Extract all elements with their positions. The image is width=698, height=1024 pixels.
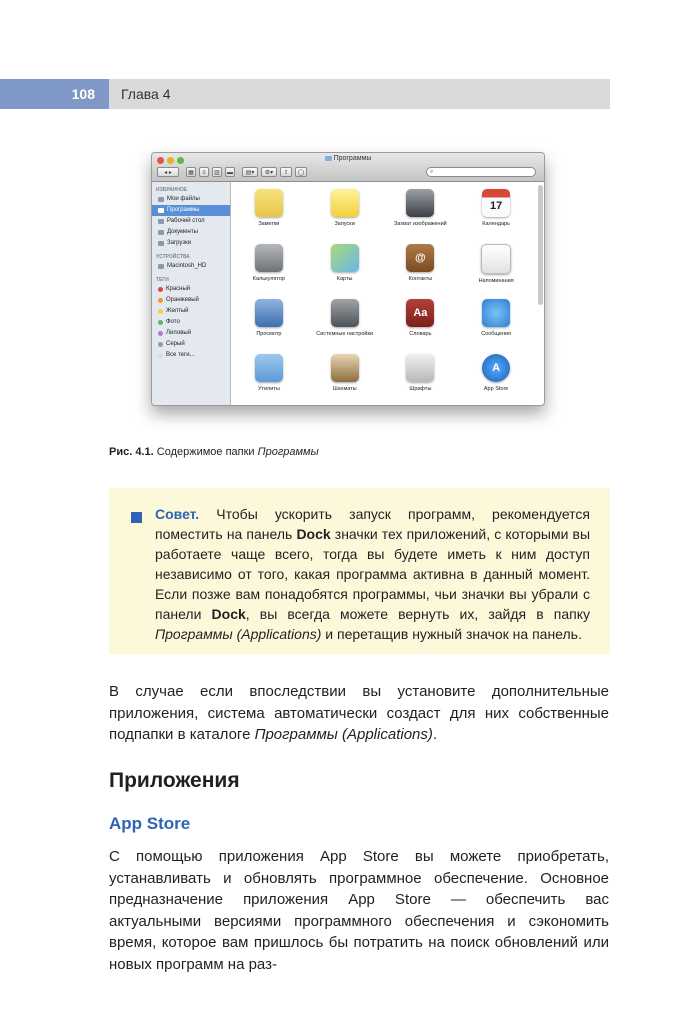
stickies-icon: [331, 189, 359, 217]
tag-label: Красный: [166, 286, 191, 292]
action-button[interactable]: ⚙▾: [261, 167, 277, 177]
app-label: Словарь: [409, 331, 432, 337]
app-item[interactable]: [458, 241, 534, 296]
search-input[interactable]: ⌕: [426, 167, 536, 177]
dictionary-icon: Aa: [406, 299, 434, 327]
preview-icon: [255, 299, 283, 327]
running-header: [0, 79, 610, 109]
utilities-folder-icon: [255, 354, 283, 382]
finder-sidebar: [152, 182, 231, 405]
tag-dot-icon: [158, 287, 163, 292]
contacts-icon: @: [406, 244, 434, 272]
tip-box: [109, 488, 610, 654]
tag-label: Лиловый: [166, 330, 192, 336]
sidebar-heading-favorites: ИЗБРАННОЕ: [156, 187, 188, 193]
coverflow-view-button[interactable]: ▬: [225, 167, 235, 177]
calendar-icon: 17: [482, 189, 510, 217]
calculator-icon: [255, 244, 283, 272]
disk-icon: [158, 264, 164, 269]
app-label: Запуски: [334, 221, 355, 227]
app-label: Шрифты: [409, 386, 432, 392]
app-label: Просмотр: [256, 331, 282, 337]
files-icon: [158, 197, 164, 202]
tag-list: [152, 284, 230, 361]
column-view-button[interactable]: ▥: [212, 167, 222, 177]
tag-dot-icon: [158, 331, 163, 336]
back-forward-button[interactable]: ◂ ▸: [157, 167, 179, 177]
app-label: Карты: [336, 276, 353, 282]
arrange-button[interactable]: ▤▾: [242, 167, 258, 177]
app-item[interactable]: [383, 241, 459, 296]
app-label: Сообщения: [481, 331, 512, 337]
app-item[interactable]: [307, 241, 383, 296]
messages-icon: [482, 299, 510, 327]
finder-window: [151, 152, 545, 406]
tag-label: Оранжевый: [166, 297, 199, 303]
finder-titlebar: [152, 153, 544, 182]
subsection-heading: App Store: [109, 814, 191, 833]
app-item[interactable]: [307, 296, 383, 351]
tip-marker-icon: [131, 512, 142, 523]
finder-toolbar: [157, 166, 536, 177]
app-item[interactable]: [231, 186, 307, 241]
share-button[interactable]: ⇪: [280, 167, 292, 177]
sidebar-tag-item[interactable]: [152, 284, 230, 295]
app-label: Захват изображений: [393, 221, 447, 227]
figure-caption: Рис. 4.1. Содержимое папки Программы: [109, 446, 319, 458]
chess-icon: [331, 354, 359, 382]
app-item[interactable]: [231, 296, 307, 351]
maps-icon: [331, 244, 359, 272]
app-item[interactable]: [458, 296, 534, 351]
notes-icon: [255, 189, 283, 217]
app-label: Шахматы: [332, 386, 357, 392]
image-capture-icon: [406, 189, 434, 217]
sidebar-tag-item[interactable]: [152, 306, 230, 317]
sidebar-item-documents[interactable]: Документы: [152, 227, 230, 238]
tag-dot-icon: [158, 320, 163, 325]
list-view-button[interactable]: ≡: [199, 167, 209, 177]
app-label: App Store: [483, 386, 509, 392]
sidebar-item-downloads[interactable]: Загрузки: [152, 238, 230, 249]
sidebar-item-desktop[interactable]: Рабочий стол: [152, 216, 230, 227]
app-label: Системные настройки: [316, 331, 373, 337]
documents-icon: [158, 230, 164, 235]
app-label: Контакты: [408, 276, 433, 282]
tag-dot-icon: [158, 309, 163, 314]
sidebar-tag-item[interactable]: [152, 328, 230, 339]
app-item[interactable]: [458, 351, 534, 406]
downloads-icon: [158, 241, 164, 246]
icon-view-button[interactable]: ▦: [186, 167, 196, 177]
applications-grid: [231, 182, 534, 405]
tag-label: Фото: [166, 319, 180, 325]
tag-label: Серый: [166, 341, 185, 347]
app-item[interactable]: [231, 241, 307, 296]
chapter-title: Глава 4: [109, 79, 610, 109]
app-item[interactable]: [383, 351, 459, 406]
tag-dot-icon: [158, 353, 163, 358]
app-label: Напоминания: [478, 278, 514, 284]
paragraph-app-store: С помощью приложения App Store вы можете приобретать, устанавливать и обновлять программное обеспечение. Основное предназначение приложения App Store — обеспечить вас актуальными версиями программного обеспечения и сэкономить время, которое вам пришлось бы потратить на поиск обновлений или новых программ на раз-: [109, 848, 609, 973]
sidebar-tag-item[interactable]: [152, 295, 230, 306]
sidebar-tag-item[interactable]: [152, 317, 230, 328]
tag-dot-icon: [158, 298, 163, 303]
app-item[interactable]: [383, 186, 459, 241]
tags-button[interactable]: ◯: [295, 167, 307, 177]
app-item[interactable]: [307, 351, 383, 406]
sidebar-heading-devices: УСТРОЙСТВА: [156, 254, 190, 260]
app-item[interactable]: [231, 351, 307, 406]
sidebar-tag-item[interactable]: [152, 350, 230, 361]
applications-icon: [158, 208, 164, 213]
tag-label: Все теги...: [166, 352, 195, 358]
app-label: Калькулятор: [252, 276, 285, 282]
app-label: Заметки: [258, 221, 280, 227]
section-heading: Приложения: [109, 769, 240, 792]
tag-dot-icon: [158, 342, 163, 347]
font-book-icon: [406, 354, 434, 382]
sidebar-tag-item[interactable]: [152, 339, 230, 350]
window-title: Программы: [152, 155, 544, 162]
app-label: Утилиты: [257, 386, 280, 392]
sidebar-item-macintosh-hd[interactable]: Macintosh_HD: [152, 261, 230, 272]
sidebar-heading-tags: ТЕГИ: [156, 277, 169, 283]
app-item[interactable]: [458, 186, 534, 241]
sidebar-item-my-files[interactable]: Мои файлы: [152, 194, 230, 205]
app-label: Календарь: [482, 221, 510, 227]
tip-text: Совет. Чтобы ускорить запуск программ, рекомендуется поместить на панель Dock значки тех приложений, с которыми вы работаете чаще всего, тогда вы будете иметь к ним доступ независимо от того, какая программа активна в данный момент. Если позже вам понадобятся программы, чьи значки вы убрали с панели Dock, вы всегда можете вернуть их, зайдя в папку Программы (Applications) и перетащив нужный значок на панель.: [155, 506, 591, 642]
reminders-icon: [481, 244, 511, 274]
tag-label: Желтый: [166, 308, 189, 314]
desktop-icon: [158, 219, 164, 224]
system-preferences-icon: [331, 299, 359, 327]
sidebar-item-applications[interactable]: Программы: [152, 205, 230, 216]
scrollbar[interactable]: [538, 185, 543, 305]
paragraph-subfolders: В случае если впоследствии вы установите дополнительные приложения, система автоматически создаст для них собственные подпапки в каталоге Программы (Applications).: [109, 683, 609, 743]
folder-icon: [325, 156, 332, 161]
app-store-icon: A: [482, 354, 510, 382]
page-number: 108: [0, 79, 109, 109]
app-item[interactable]: [307, 186, 383, 241]
app-item[interactable]: [383, 296, 459, 351]
